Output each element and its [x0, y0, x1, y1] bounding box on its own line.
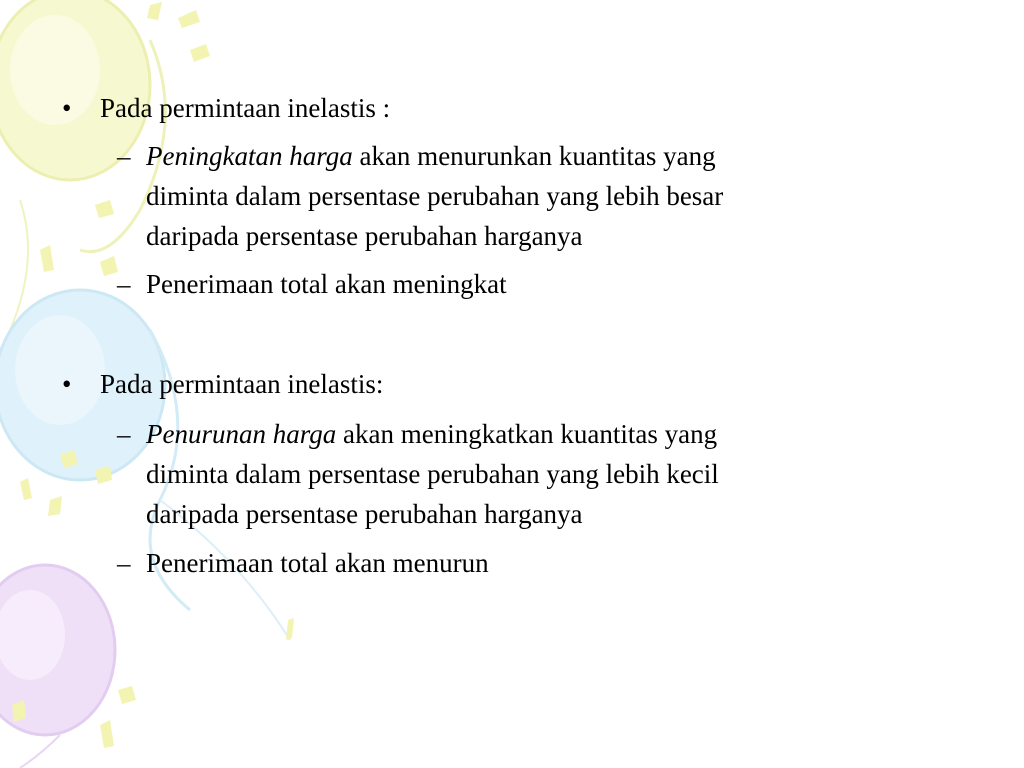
bullet-marker: •	[62, 369, 72, 399]
section-2-sub-1-line-2: diminta dalam persentase perubahan yang lebih kecil	[146, 459, 719, 489]
dash-marker: –	[117, 141, 131, 171]
dash-marker: –	[117, 419, 131, 449]
section-2-sub-1-line-1	[146, 418, 717, 450]
section-2-heading: Pada permintaan inelastis:	[100, 369, 384, 399]
bullet-marker: •	[62, 93, 72, 123]
section-1-heading: Pada permintaan inelastis :	[100, 93, 391, 123]
section-2-sub-2: Penerimaan total akan menurun	[146, 548, 489, 578]
section-1-sub-2: Penerimaan total akan meningkat	[146, 269, 507, 299]
sub-text: akan menurunkan kuantitas yang	[352, 141, 716, 171]
section-1-sub-1-line-3: daripada persentase perubahan harganya	[146, 221, 583, 251]
dash-marker: –	[117, 548, 131, 578]
dash-marker: –	[117, 269, 131, 299]
section-1-sub-1-line-1	[146, 140, 716, 172]
italic-term: Peningkatan harga	[146, 141, 353, 171]
italic-term: Penurunan harga	[146, 419, 337, 449]
section-2-sub-1-line-3: daripada persentase perubahan harganya	[146, 499, 583, 529]
section-1-sub-1-line-2: diminta dalam persentase perubahan yang lebih besar	[146, 181, 724, 211]
sub-text: akan meningkatkan kuantitas yang	[336, 419, 718, 449]
